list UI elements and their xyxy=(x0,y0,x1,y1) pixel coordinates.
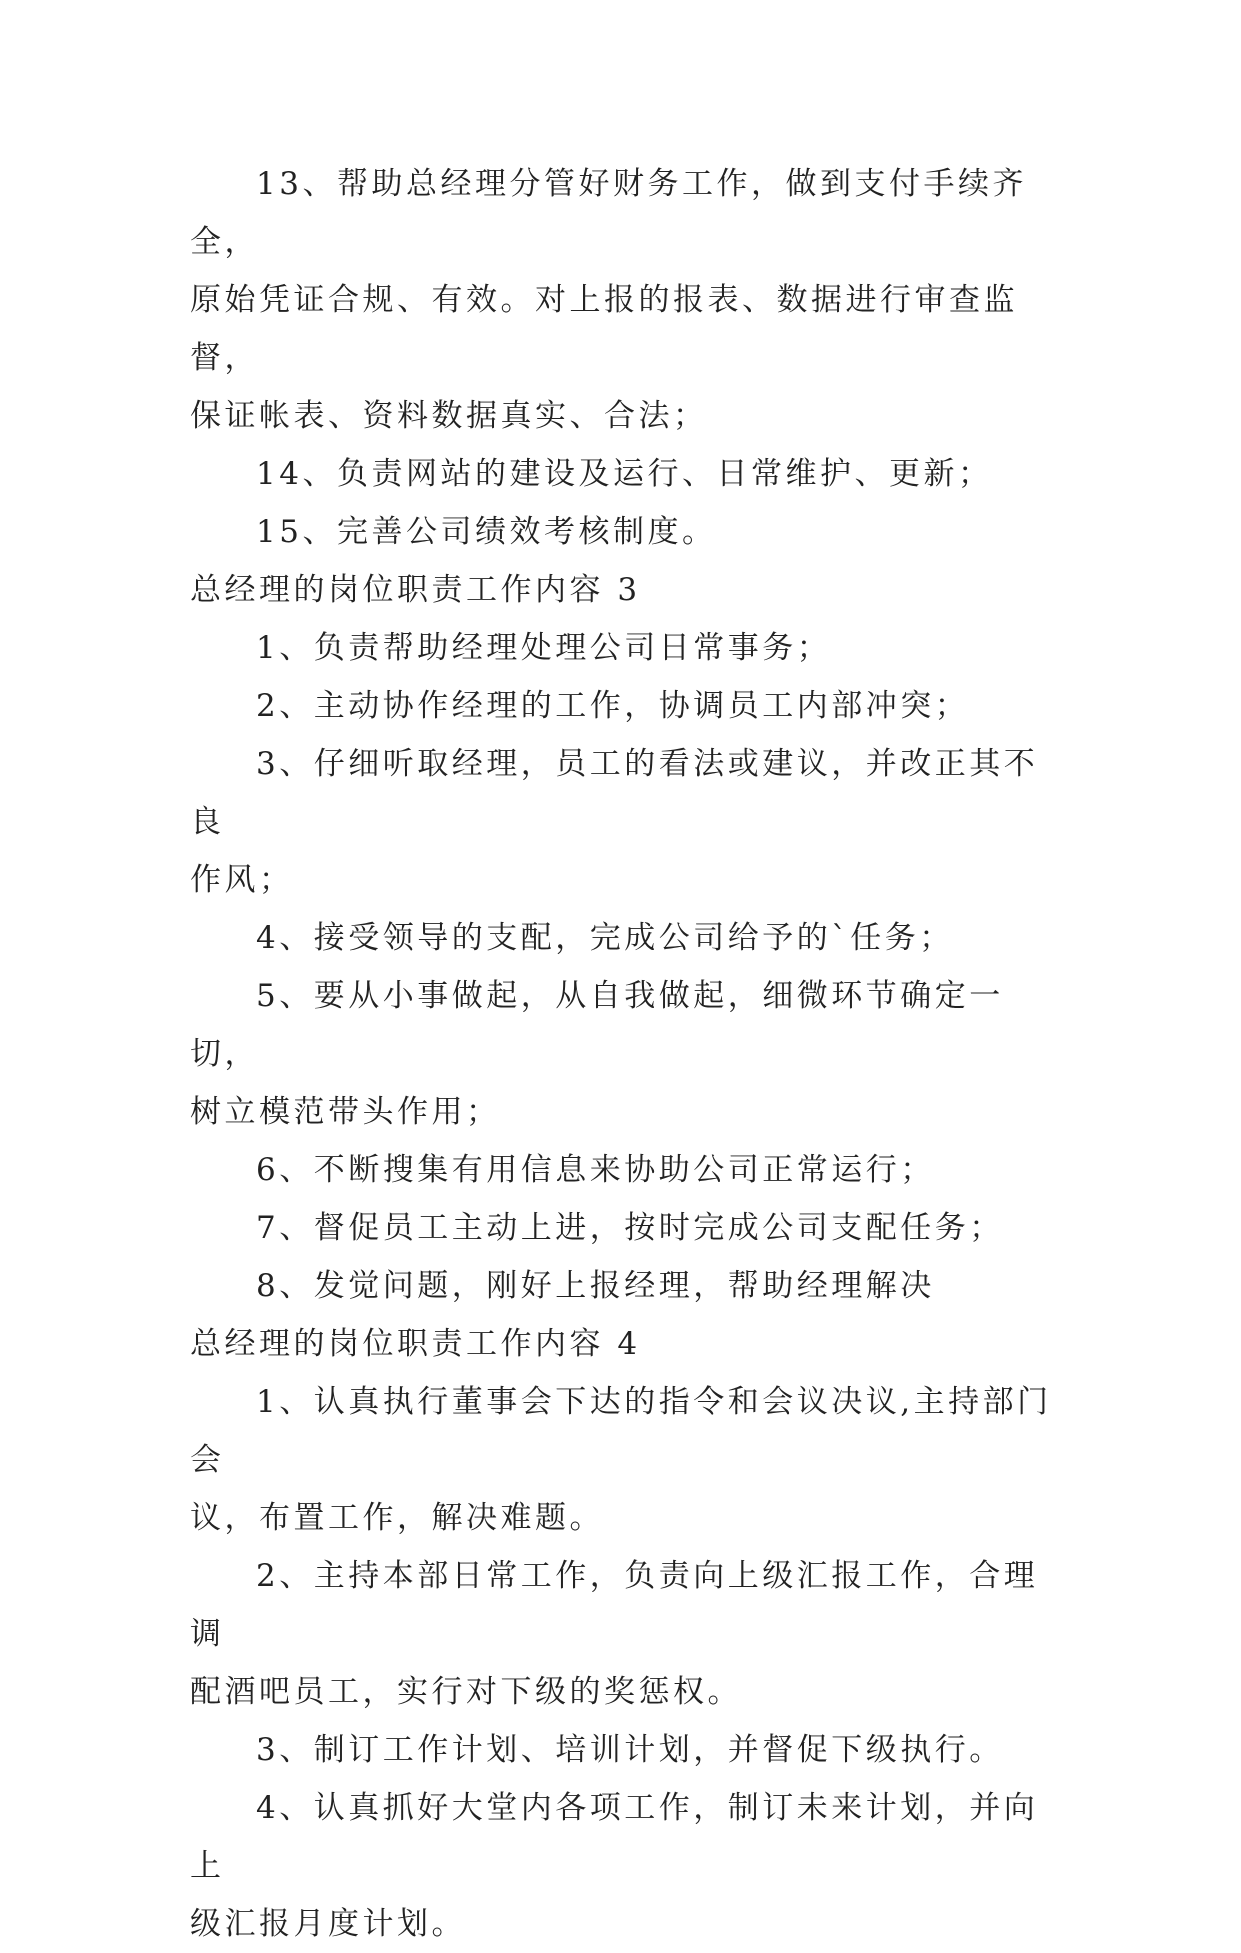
section-heading-3: 总经理的岗位职责工作内容 3 xyxy=(190,572,641,608)
paragraph-item-1: 1、负责帮助经理处理公司日常事务； xyxy=(256,630,832,666)
section-heading-4: 总经理的岗位职责工作内容 4 xyxy=(190,1326,641,1362)
paragraph-item-7: 7、督促员工主动上进，按时完成公司支配任务； xyxy=(256,1210,1004,1246)
paragraph-item-3: 3、仔细听取经理，员工的看法或建议，并改正其不良 作风； xyxy=(190,746,1039,898)
paragraph-item-1: 1、认真执行董事会下达的指令和会议决议,主持部门会 议，布置工作，解决难题。 xyxy=(190,1384,1052,1536)
paragraph-item-14: 14、负责网站的建设及运行、日常维护、更新； xyxy=(256,456,993,492)
paragraph-item-4: 4、接受领导的支配，完成公司给予的`任务； xyxy=(256,920,954,956)
paragraph-item-4: 4、认真抓好大堂内各项工作，制订未来计划，并向上 级汇报月度计划。 xyxy=(190,1790,1039,1942)
paragraph-item-3: 3、制订工作计划、培训计划，并督促下级执行。 xyxy=(256,1732,1004,1768)
document-body xyxy=(190,155,1070,1953)
paragraph-item-13: 13、帮助总经理分管好财务工作，做到支付手续齐全， 原始凭证合规、有效。对上报的报表、数据进行审查监督， 保证帐表、资料数据真实、合法； xyxy=(190,166,1027,434)
paragraph-item-5: 5、要从小事做起，从自我做起，细微环节确定一切， 树立模范带头作用； xyxy=(190,978,1004,1130)
paragraph-item-2: 2、主动协作经理的工作，协调员工内部冲突； xyxy=(256,688,970,724)
paragraph-item-15: 15、完善公司绩效考核制度。 xyxy=(256,514,717,550)
paragraph-item-6: 6、不断搜集有用信息来协助公司正常运行； xyxy=(256,1152,935,1188)
paragraph-item-2: 2、主持本部日常工作，负责向上级汇报工作，合理调 配酒吧员工，实行对下级的奖惩权。 xyxy=(190,1558,1039,1710)
paragraph-item-8: 8、发觉问题，刚好上报经理，帮助经理解决 xyxy=(256,1268,935,1304)
